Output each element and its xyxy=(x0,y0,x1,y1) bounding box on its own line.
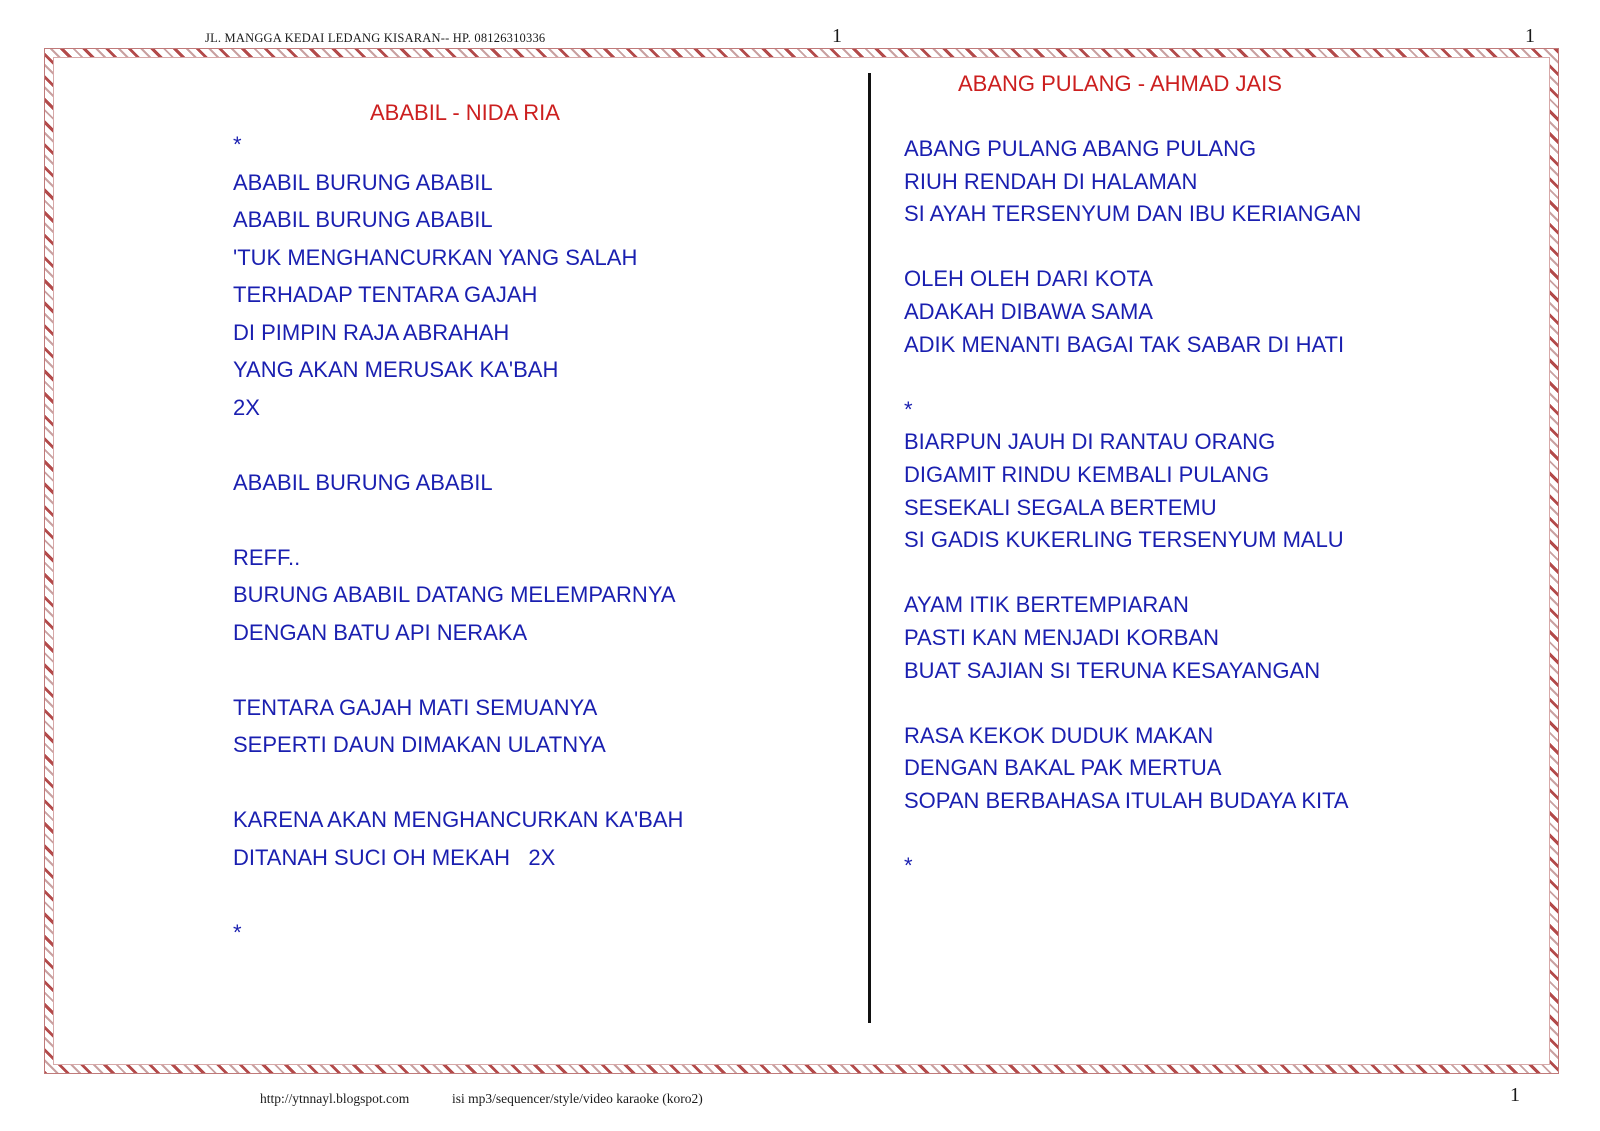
lyric-line: BURUNG ABABIL DATANG MELEMPARNYA xyxy=(233,582,676,607)
lyric-line xyxy=(233,651,683,689)
lyric-line: * xyxy=(233,132,242,157)
lyric-line xyxy=(904,817,1361,850)
lyric-line: BUAT SAJIAN SI TERUNA KESAYANGAN xyxy=(904,657,1321,683)
lyric-line: SOPAN BERBAHASA ITULAH BUDAYA KITA xyxy=(904,787,1349,813)
lyric-line: ABABIL BURUNG ABABIL xyxy=(233,469,493,495)
lyric-line: REFF.. xyxy=(233,544,301,570)
lyric-line: AYAM ITIK BERTEMPIARAN xyxy=(904,592,1189,618)
footer-description: isi mp3/sequencer/style/video karaoke (koro2) xyxy=(452,1091,703,1106)
lyric-line: DITANAH SUCI OH MEKAH 2X xyxy=(233,844,556,870)
lyric-line xyxy=(233,501,683,539)
lyric-line: TENTARA GAJAH MATI SEMUANYA xyxy=(233,694,598,720)
lyric-line xyxy=(233,764,683,802)
page-number-right: 1 xyxy=(1525,25,1535,47)
footer-page-number: 1 xyxy=(1510,1084,1520,1106)
lyric-line: YANG AKAN MERUSAK KA'BAH xyxy=(233,357,559,382)
lyric-line: KARENA AKAN MENGHANCURKAN KA'BAH xyxy=(233,807,684,832)
lyric-line xyxy=(904,687,1361,720)
lyric-line: ABANG PULANG ABANG PULANG xyxy=(904,136,1257,161)
header-address: JL. MANGGA KEDAI LEDANG KISARAN-- HP. 08126310336 xyxy=(205,31,546,45)
lyric-line: DIGAMIT RINDU KEMBALI PULANG xyxy=(904,461,1270,487)
lyric-line: * xyxy=(904,396,913,422)
lyric-line xyxy=(904,557,1361,590)
lyric-line: ADIK MENANTI BAGAI TAK SABAR DI HATI xyxy=(904,331,1345,357)
lyric-line: PASTI KAN MENJADI KORBAN xyxy=(904,624,1219,650)
lyric-line: DENGAN BATU API NERAKA xyxy=(233,619,528,645)
lyric-line: OLEH OLEH DARI KOTA xyxy=(904,266,1153,292)
lyric-line xyxy=(904,361,1361,394)
lyric-line: SESEKALI SEGALA BERTEMU xyxy=(904,494,1217,520)
song-title-right: ABANG PULANG - AHMAD JAIS xyxy=(958,71,1282,96)
lyrics-right xyxy=(904,133,1361,883)
lyric-line xyxy=(233,426,683,464)
lyric-line: SEPERTI DAUN DIMAKAN ULATNYA xyxy=(233,732,606,757)
lyric-line: TERHADAP TENTARA GAJAH xyxy=(233,282,538,307)
lyric-line xyxy=(904,231,1361,264)
column-divider xyxy=(868,73,871,1023)
footer-url: http://ytnnayl.blogspot.com xyxy=(260,1091,410,1106)
lyric-line: * xyxy=(233,919,242,945)
lyric-line: SI AYAH TERSENYUM DAN IBU KERIANGAN xyxy=(904,201,1362,227)
lyric-line: RASA KEKOK DUDUK MAKAN xyxy=(904,722,1214,748)
lyric-line: ADAKAH DIBAWA SAMA xyxy=(904,298,1153,324)
lyric-line: 2X xyxy=(233,394,260,420)
lyric-line: ABABIL BURUNG ABABIL xyxy=(233,207,493,232)
page-number-center: 1 xyxy=(832,25,842,47)
lyric-line: * xyxy=(904,853,913,879)
lyric-line xyxy=(233,876,683,914)
lyric-line: BIARPUN JAUH DI RANTAU ORANG xyxy=(904,429,1276,455)
lyric-line: DENGAN BAKAL PAK MERTUA xyxy=(904,755,1222,781)
song-title-left: ABABIL - NIDA RIA xyxy=(370,100,560,125)
lyric-line: DI PIMPIN RAJA ABRAHAH xyxy=(233,319,510,345)
lyric-line: RIUH RENDAH DI HALAMAN xyxy=(904,168,1198,194)
lyric-line: 'TUK MENGHANCURKAN YANG SALAH xyxy=(233,244,638,270)
lyrics-left xyxy=(233,126,683,951)
lyric-line: SI GADIS KUKERLING TERSENYUM MALU xyxy=(904,527,1344,553)
lyric-line: ABABIL BURUNG ABABIL xyxy=(233,169,493,195)
